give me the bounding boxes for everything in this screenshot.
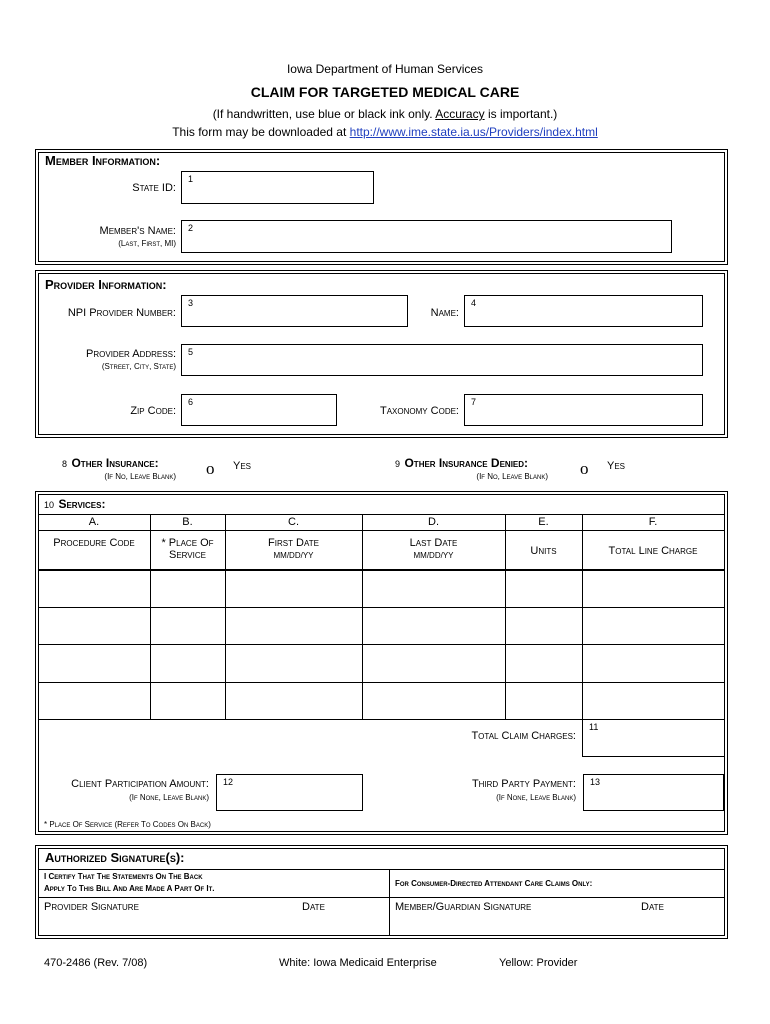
certify-line-1: I Certify That The Statements On The Back — [44, 872, 203, 881]
instruction-emphasis: Accuracy — [435, 107, 485, 121]
form-title: CLAIM FOR TARGETED MEDICAL CARE — [250, 84, 520, 100]
taxonomy-code-field[interactable] — [464, 394, 703, 426]
download-link[interactable]: http://www.ime.state.ia.us/Providers/index.html — [349, 125, 598, 139]
column-last-date-format: MM/DD/YY — [413, 551, 454, 560]
column-letter-a: A. — [88, 516, 100, 528]
consumer-directed-note: For Consumer-Directed Attendant Care Claims Only: — [395, 879, 593, 888]
provider-section-title: Provider Information: — [45, 277, 167, 292]
member-name-field[interactable] — [181, 220, 672, 253]
insurance-denied-heading — [395, 454, 528, 472]
instruction-prefix: (If handwritten, use blue or black ink only. — [212, 107, 433, 121]
download-line — [0, 125, 770, 139]
services-title: Services: — [58, 497, 106, 511]
member-guardian-signature-field[interactable] — [390, 915, 724, 935]
npi-field[interactable] — [181, 295, 408, 327]
column-place-of-service — [150, 537, 225, 561]
third-party-payment-sublabel: (If None, Leave Blank) — [496, 793, 576, 802]
column-total-line-charge: Total Line Charge — [608, 545, 698, 557]
column-place-line2: Service — [169, 549, 206, 561]
agency-name: Iowa Department of Human Services — [286, 62, 484, 76]
member-name-label: Member's Name: — [99, 225, 176, 237]
field-number: 1 — [188, 174, 194, 184]
table-row[interactable] — [38, 683, 724, 719]
member-name-sublabel: (Last, First, MI) — [118, 239, 176, 248]
service-rows — [38, 570, 724, 719]
column-units: Units — [530, 545, 557, 557]
certify-line-2: Apply To This Bill And Are Made A Part Of It. — [44, 884, 215, 893]
place-of-service-footnote: * Place Of Service (Refer To Codes On Back) — [44, 820, 211, 829]
provider-address-field[interactable] — [181, 344, 703, 376]
provider-address-sublabel: (Street, City, State) — [101, 362, 176, 371]
provider-address-label: Provider Address: — [86, 348, 176, 360]
other-insurance-yes-radio[interactable]: o — [206, 459, 215, 478]
column-last-date-line1: Last Date — [409, 537, 458, 549]
taxonomy-code-label: Taxonomy Code: — [379, 405, 459, 417]
other-insurance-sublabel: (If No, Leave Blank) — [104, 472, 176, 481]
field-number: 9 — [395, 459, 401, 469]
other-insurance-label: Other Insurance: — [71, 456, 159, 470]
provider-date-label: Date — [302, 901, 325, 913]
client-participation-label: Client Participation Amount: — [71, 778, 209, 790]
field-number: 2 — [188, 223, 194, 233]
insurance-denied-yes-radio[interactable]: o — [580, 459, 589, 478]
insurance-denied-label: Other Insurance Denied: — [404, 456, 529, 470]
column-letter-f: F. — [648, 516, 658, 528]
table-row[interactable] — [38, 645, 724, 682]
provider-name-field[interactable] — [464, 295, 703, 327]
instruction-suffix: is important.) — [487, 107, 558, 121]
column-place-line1: * Place Of — [161, 537, 214, 549]
table-row[interactable] — [38, 570, 724, 607]
client-participation-field[interactable] — [216, 774, 363, 811]
table-row[interactable] — [38, 608, 724, 644]
npi-label: NPI Provider Number: — [67, 307, 176, 319]
other-insurance-heading — [62, 454, 159, 472]
insurance-denied-yes-label: Yes — [607, 460, 626, 472]
third-party-payment-label: Third Party Payment: — [471, 778, 576, 790]
field-number: 6 — [188, 397, 194, 407]
other-insurance-yes-label: Yes — [233, 460, 252, 472]
column-last-date — [362, 537, 505, 560]
zip-code-field[interactable] — [181, 394, 337, 426]
provider-signature-label: Provider Signature — [44, 901, 139, 913]
white-copy-note: White: Iowa Medicaid Enterprise — [279, 957, 437, 969]
field-number: 10 — [44, 500, 55, 510]
column-letter-e: E. — [538, 516, 549, 528]
download-prefix: This form may be downloaded at — [172, 125, 347, 139]
client-participation-sublabel: (If None, Leave Blank) — [129, 793, 209, 802]
column-letter-b: B. — [182, 516, 193, 528]
provider-signature-field[interactable] — [38, 915, 389, 935]
insurance-denied-sublabel: (If No, Leave Blank) — [476, 472, 548, 481]
column-first-date — [225, 537, 362, 560]
field-number: 7 — [471, 397, 477, 407]
third-party-payment-field[interactable] — [583, 774, 724, 811]
column-procedure-code: Procedure Code — [53, 537, 135, 549]
column-letter-c: C. — [288, 516, 299, 528]
signature-section-title: Authorized Signature(s): — [45, 850, 185, 865]
column-first-date-format: MM/DD/YY — [273, 551, 314, 560]
field-number: 3 — [188, 298, 194, 308]
field-number: 11 — [589, 722, 599, 732]
member-section-title: Member Information: — [45, 153, 161, 168]
column-letter-d: D. — [428, 516, 439, 528]
total-claim-charges-label: Total Claim Charges: — [471, 730, 576, 742]
member-guardian-signature-label: Member/Guardian Signature — [395, 901, 532, 913]
state-id-field[interactable] — [181, 171, 374, 204]
field-number: 12 — [223, 777, 234, 787]
ink-instruction — [0, 107, 770, 121]
zip-code-label: Zip Code: — [130, 405, 176, 417]
state-id-label: State ID: — [132, 182, 176, 194]
total-claim-charges-field[interactable] — [583, 720, 724, 756]
column-first-date-line1: First Date — [268, 537, 319, 549]
field-number: 8 — [62, 459, 68, 469]
field-number: 13 — [590, 777, 601, 787]
yellow-copy-note: Yellow: Provider — [499, 957, 578, 969]
field-number: 5 — [188, 347, 194, 357]
member-date-label: Date — [641, 901, 664, 913]
form-number: 470-2486 (Rev. 7/08) — [44, 957, 148, 969]
field-number: 4 — [471, 298, 477, 308]
services-heading — [44, 495, 105, 513]
provider-name-label: Name: — [430, 307, 459, 319]
